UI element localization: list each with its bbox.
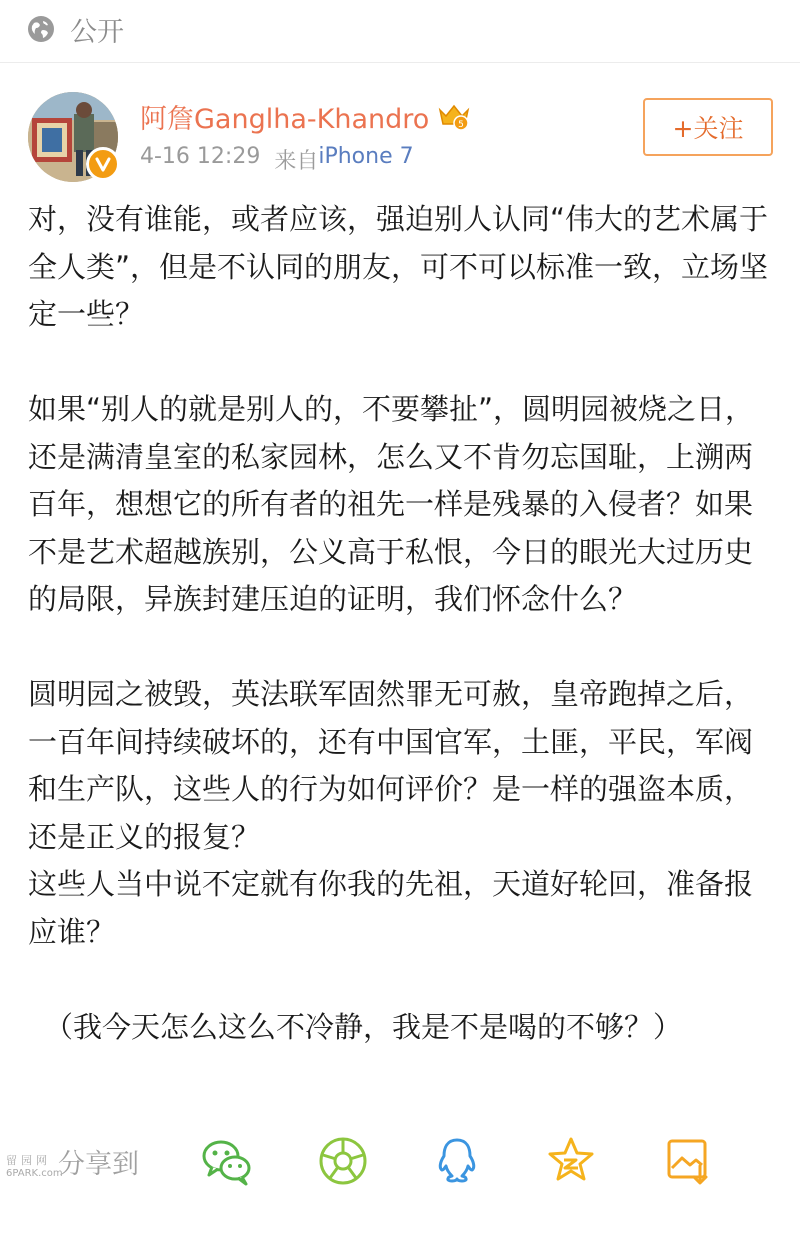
wechat-icon[interactable] — [200, 1134, 254, 1188]
save-image-icon[interactable] — [662, 1134, 716, 1188]
globe-icon — [26, 14, 56, 44]
post-paragraph: 如果“别人的就是别人的，不要攀扯”，圆明园被烧之日，还是满清皇室的私家园林，怎么又不肯勿忘国耻，上溯两百年，想想它的所有者的祖先一样是残暴的入侵者？如果不是艺术超越族别，公义高于私恨，今日的眼光大过历史的局限，异族封建压迫的证明，我们怀念什么？ — [28, 392, 755, 616]
qzone-icon[interactable] — [544, 1134, 598, 1188]
watermark-line2: 6PARK.com — [6, 1168, 63, 1179]
share-label: 分享到 — [58, 1149, 139, 1180]
divider — [0, 62, 800, 63]
site-watermark — [6, 1152, 66, 1196]
top-bar — [0, 0, 800, 58]
source-device[interactable]: iPhone 7 — [318, 144, 414, 169]
crown-vip-icon[interactable] — [437, 100, 471, 132]
moments-icon[interactable] — [316, 1134, 370, 1188]
author-row — [140, 96, 471, 136]
follow-button[interactable]: +关注 — [643, 98, 773, 156]
post-paragraph: 圆明园之被毁，英法联军固然罪无可赦，皇帝跑掉之后，一百年间持续破坏的，还有中国官军，土匪，平民，军阀和生产队，这些人的行为如何评价？是一样的强盗本质，还是正义的报复？ — [28, 677, 754, 854]
visibility-label: 公开 — [70, 16, 124, 48]
share-bar — [0, 1126, 800, 1196]
verified-icon — [93, 154, 113, 174]
source-prefix: 来自 — [274, 149, 319, 174]
qq-icon[interactable] — [430, 1134, 484, 1188]
post-timestamp: 4-16 12:29 — [140, 144, 261, 169]
verified-v-badge — [86, 147, 120, 181]
post-paragraph: 对，没有谁能，或者应该，强迫别人认同“伟大的艺术属于全人类”，但是不认同的朋友，可不可以标准一致，立场坚定一些？ — [28, 202, 769, 331]
svg-text:5: 5 — [458, 120, 465, 130]
watermark-line1: 留园网 — [6, 1154, 51, 1167]
post-meta — [140, 144, 414, 175]
author-name[interactable]: 阿詹Ganglha-Khandro — [140, 103, 430, 135]
post-body — [28, 196, 776, 1051]
post-paragraph: 这些人当中说不定就有你我的先祖，天道好轮回，准备报应谁？ — [28, 867, 754, 949]
post-paragraph: （我今天怎么这么不冷静，我是不是喝的不够？） — [44, 1009, 683, 1044]
